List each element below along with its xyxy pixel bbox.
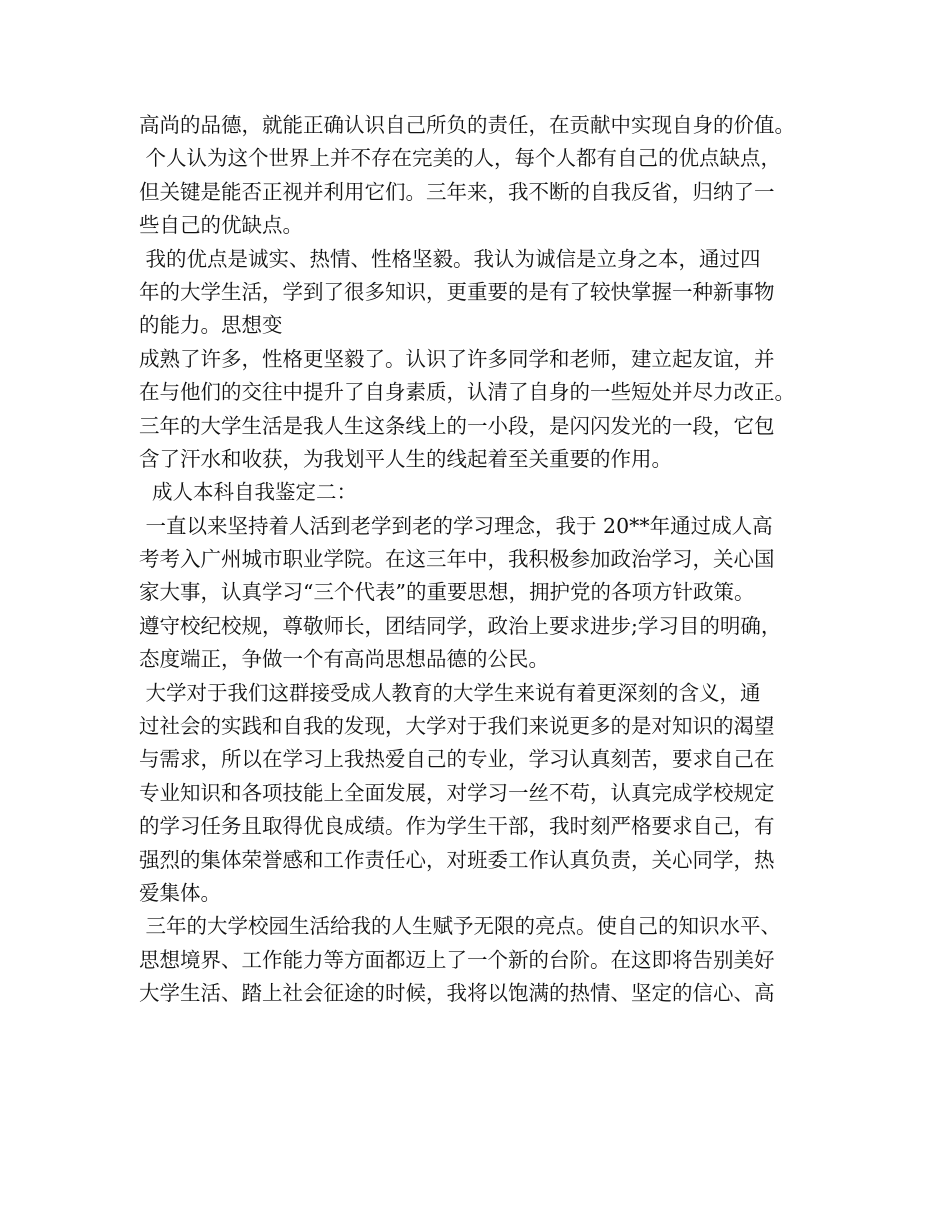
- text-line: 的能力。思想变: [139, 313, 283, 338]
- text-line: 态度端正，争做一个有高尚思想品德的公民。: [139, 647, 549, 672]
- text-line: 强烈的集体荣誉感和工作责任心，对班委工作认真负责，关心同学，热: [139, 847, 775, 872]
- text-line: 些自己的优缺点。: [139, 213, 303, 238]
- section-heading: 成人本科自我鉴定二：: [139, 480, 358, 505]
- document-body: [139, 109, 839, 1011]
- text-line: 大学生活、踏上社会征途的时候，我将以饱满的热情、坚定的信心、高: [139, 981, 775, 1006]
- text-line: 三年的大学校园生活给我的人生赋予无限的亮点。使自己的知识水平、: [139, 914, 782, 939]
- text-line: 的学习任务且取得优良成绩。作为学生干部，我时刻严格要求自己，有: [139, 814, 775, 839]
- text-line: 过社会的实践和自我的发现，大学对于我们来说更多的是对知识的渴望: [139, 714, 775, 739]
- text-line: 个人认为这个世界上并不存在完美的人，每个人都有自己的优点缺点，: [139, 146, 782, 171]
- text-line: 爱集体。: [139, 880, 221, 905]
- text-line: 与需求，所以在学习上我热爱自己的专业，学习认真刻苦，要求自己在: [139, 747, 775, 772]
- text-line: 一直以来坚持着人活到老学到老的学习理念，我于 20**年通过成人高: [139, 513, 773, 538]
- text-line: 大学对于我们这群接受成人教育的大学生来说有着更深刻的含义，通: [139, 680, 761, 705]
- text-line: 思想境界、工作能力等方面都迈上了一个新的台阶。在这即将告别美好: [139, 947, 775, 972]
- text-line: 考考入广州城市职业学院。在这三年中，我积极参加政治学习，关心国: [139, 547, 775, 572]
- text-line: 但关键是能否正视并利用它们。三年来，我不断的自我反省，归纳了一: [139, 179, 775, 204]
- text-line: 在与他们的交往中提升了自身素质，认清了自身的一些短处并尽力改正。: [139, 380, 795, 405]
- text-line: 年的大学生活，学到了很多知识，更重要的是有了较快掌握一种新事物: [139, 279, 775, 304]
- text-line: 三年的大学生活是我人生这条线上的一小段，是闪闪发光的一段，它包: [139, 413, 775, 438]
- text-line: 我的优点是诚实、热情、性格坚毅。我认为诚信是立身之本，通过四: [139, 246, 761, 271]
- text-line: 含了汗水和收获，为我划平人生的线起着至关重要的作用。: [139, 446, 672, 471]
- text-line: 成熟了许多，性格更坚毅了。认识了许多同学和老师，建立起友谊，并: [139, 346, 775, 371]
- text-line: 专业知识和各项技能上全面发展，对学习一丝不苟，认真完成学校规定: [139, 780, 775, 805]
- text-line: 遵守校纪校规，尊敬师长，团结同学，政治上要求进步;学习目的明确，: [139, 613, 782, 638]
- text-line: 高尚的品德，就能正确认识自己所负的责任，在贡献中实现自身的价值。: [139, 113, 795, 137]
- text-line: 家大事，认真学习“三个代表”的重要思想，拥护党的各项方针政策。: [139, 580, 755, 605]
